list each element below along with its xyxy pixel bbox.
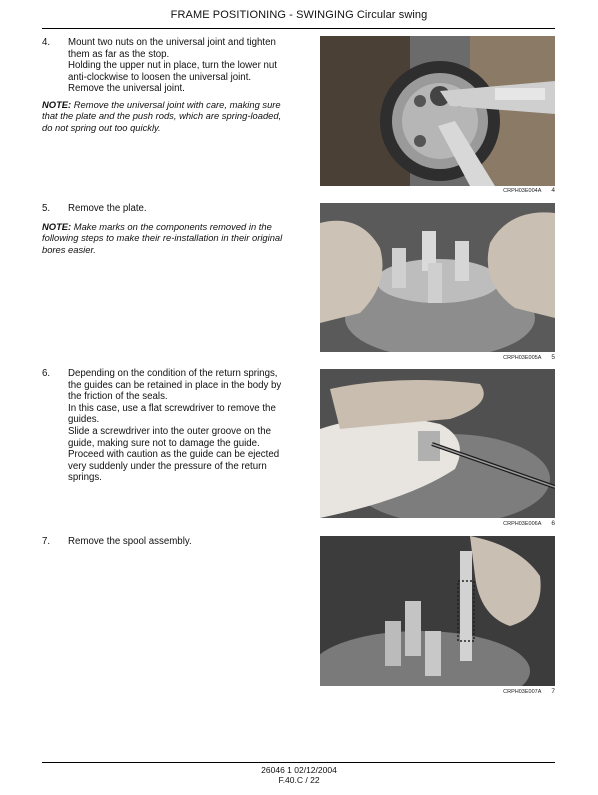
figure-code: CRPH03E005A bbox=[503, 355, 542, 361]
footer-rule bbox=[42, 762, 555, 763]
step-text bbox=[68, 536, 304, 548]
note-label: NOTE: bbox=[42, 221, 72, 232]
step-number: 4. bbox=[42, 37, 51, 48]
note-step-5 bbox=[42, 221, 304, 255]
step-line: Holding the upper nut in place, turn the lower nut bbox=[68, 60, 277, 72]
universal-joint-photo bbox=[320, 36, 555, 186]
figure-4-caption bbox=[320, 187, 555, 194]
step-line: Mount two nuts on the universal joint and tighten bbox=[68, 37, 276, 48]
note-label: NOTE: bbox=[42, 99, 72, 110]
step-text bbox=[68, 203, 304, 215]
figure-6-photo bbox=[320, 369, 555, 518]
footer bbox=[0, 765, 598, 785]
step-line: Slide a screwdriver into the outer groove on the bbox=[68, 425, 272, 437]
figure-code: CRPH03E006A bbox=[503, 521, 542, 527]
figure-number: 4 bbox=[551, 187, 555, 194]
note-line: do not spring out too quickly. bbox=[42, 121, 161, 133]
step-line: Remove the universal joint. bbox=[68, 83, 185, 95]
step-line: Remove the spool assembly. bbox=[68, 536, 192, 547]
step-line: In this case, use a flat screwdriver to remove the bbox=[68, 402, 276, 414]
step-text bbox=[68, 37, 304, 95]
figure-7-caption bbox=[320, 688, 555, 695]
note-line: Make marks on the components removed in the bbox=[73, 221, 272, 232]
step-line: Depending on the condition of the return springs, bbox=[68, 368, 278, 379]
step-4 bbox=[42, 37, 304, 95]
step-5 bbox=[42, 203, 304, 215]
step-text bbox=[68, 368, 304, 484]
page-header-title: FRAME POSITIONING - SWINGING Circular swing bbox=[170, 9, 428, 21]
footer-page-ref: F.40.C / 22 bbox=[278, 775, 320, 785]
step-6 bbox=[42, 368, 304, 484]
step-line: anti-clockwise to loosen the universal joint. bbox=[68, 71, 252, 83]
header-rule bbox=[42, 28, 555, 29]
note-line: that the plate and the push rods, which are spring-loaded, bbox=[42, 110, 282, 122]
figure-5-caption bbox=[320, 354, 555, 361]
note-line: following steps to make their re-installation in their original bbox=[42, 232, 283, 244]
figure-6-caption bbox=[320, 520, 555, 527]
figure-code: CRPH03E007A bbox=[503, 689, 542, 695]
step-line: the friction of the seals. bbox=[68, 391, 168, 403]
step-number: 7. bbox=[42, 536, 51, 547]
figure-code: CRPH03E004A bbox=[503, 188, 542, 194]
note-step-4 bbox=[42, 99, 304, 133]
step-line: them as far as the stop. bbox=[68, 48, 170, 60]
figure-4-photo bbox=[320, 36, 555, 186]
figure-number: 7 bbox=[551, 688, 555, 695]
step-line: springs. bbox=[68, 472, 102, 484]
figure-number: 6 bbox=[551, 520, 555, 527]
step-number: 6. bbox=[42, 368, 51, 379]
step-line: Remove the plate. bbox=[68, 203, 147, 214]
step-line: the guides can be retained in place in the body by bbox=[68, 379, 282, 391]
figure-7-photo bbox=[320, 536, 555, 686]
figure-5-photo bbox=[320, 203, 555, 352]
step-line: Proceed with caution as the guide can be ejected bbox=[68, 449, 280, 461]
note-line: Remove the universal joint with care, making sure bbox=[73, 99, 281, 110]
screwdriver-guide-photo bbox=[320, 369, 555, 518]
step-line: guides. bbox=[68, 414, 100, 426]
figure-number: 5 bbox=[551, 354, 555, 361]
step-7 bbox=[42, 536, 304, 548]
footer-doc-id: 26046 1 02/12/2004 bbox=[261, 765, 337, 775]
step-number: 5. bbox=[42, 203, 51, 214]
step-line: guide, making sure not to damage the guide. bbox=[68, 437, 260, 449]
note-line: bores easier. bbox=[42, 243, 96, 255]
spool-assembly-photo bbox=[320, 536, 555, 686]
step-line: very suddenly under the pressure of the return bbox=[68, 460, 267, 472]
plate-removal-photo bbox=[320, 203, 555, 352]
